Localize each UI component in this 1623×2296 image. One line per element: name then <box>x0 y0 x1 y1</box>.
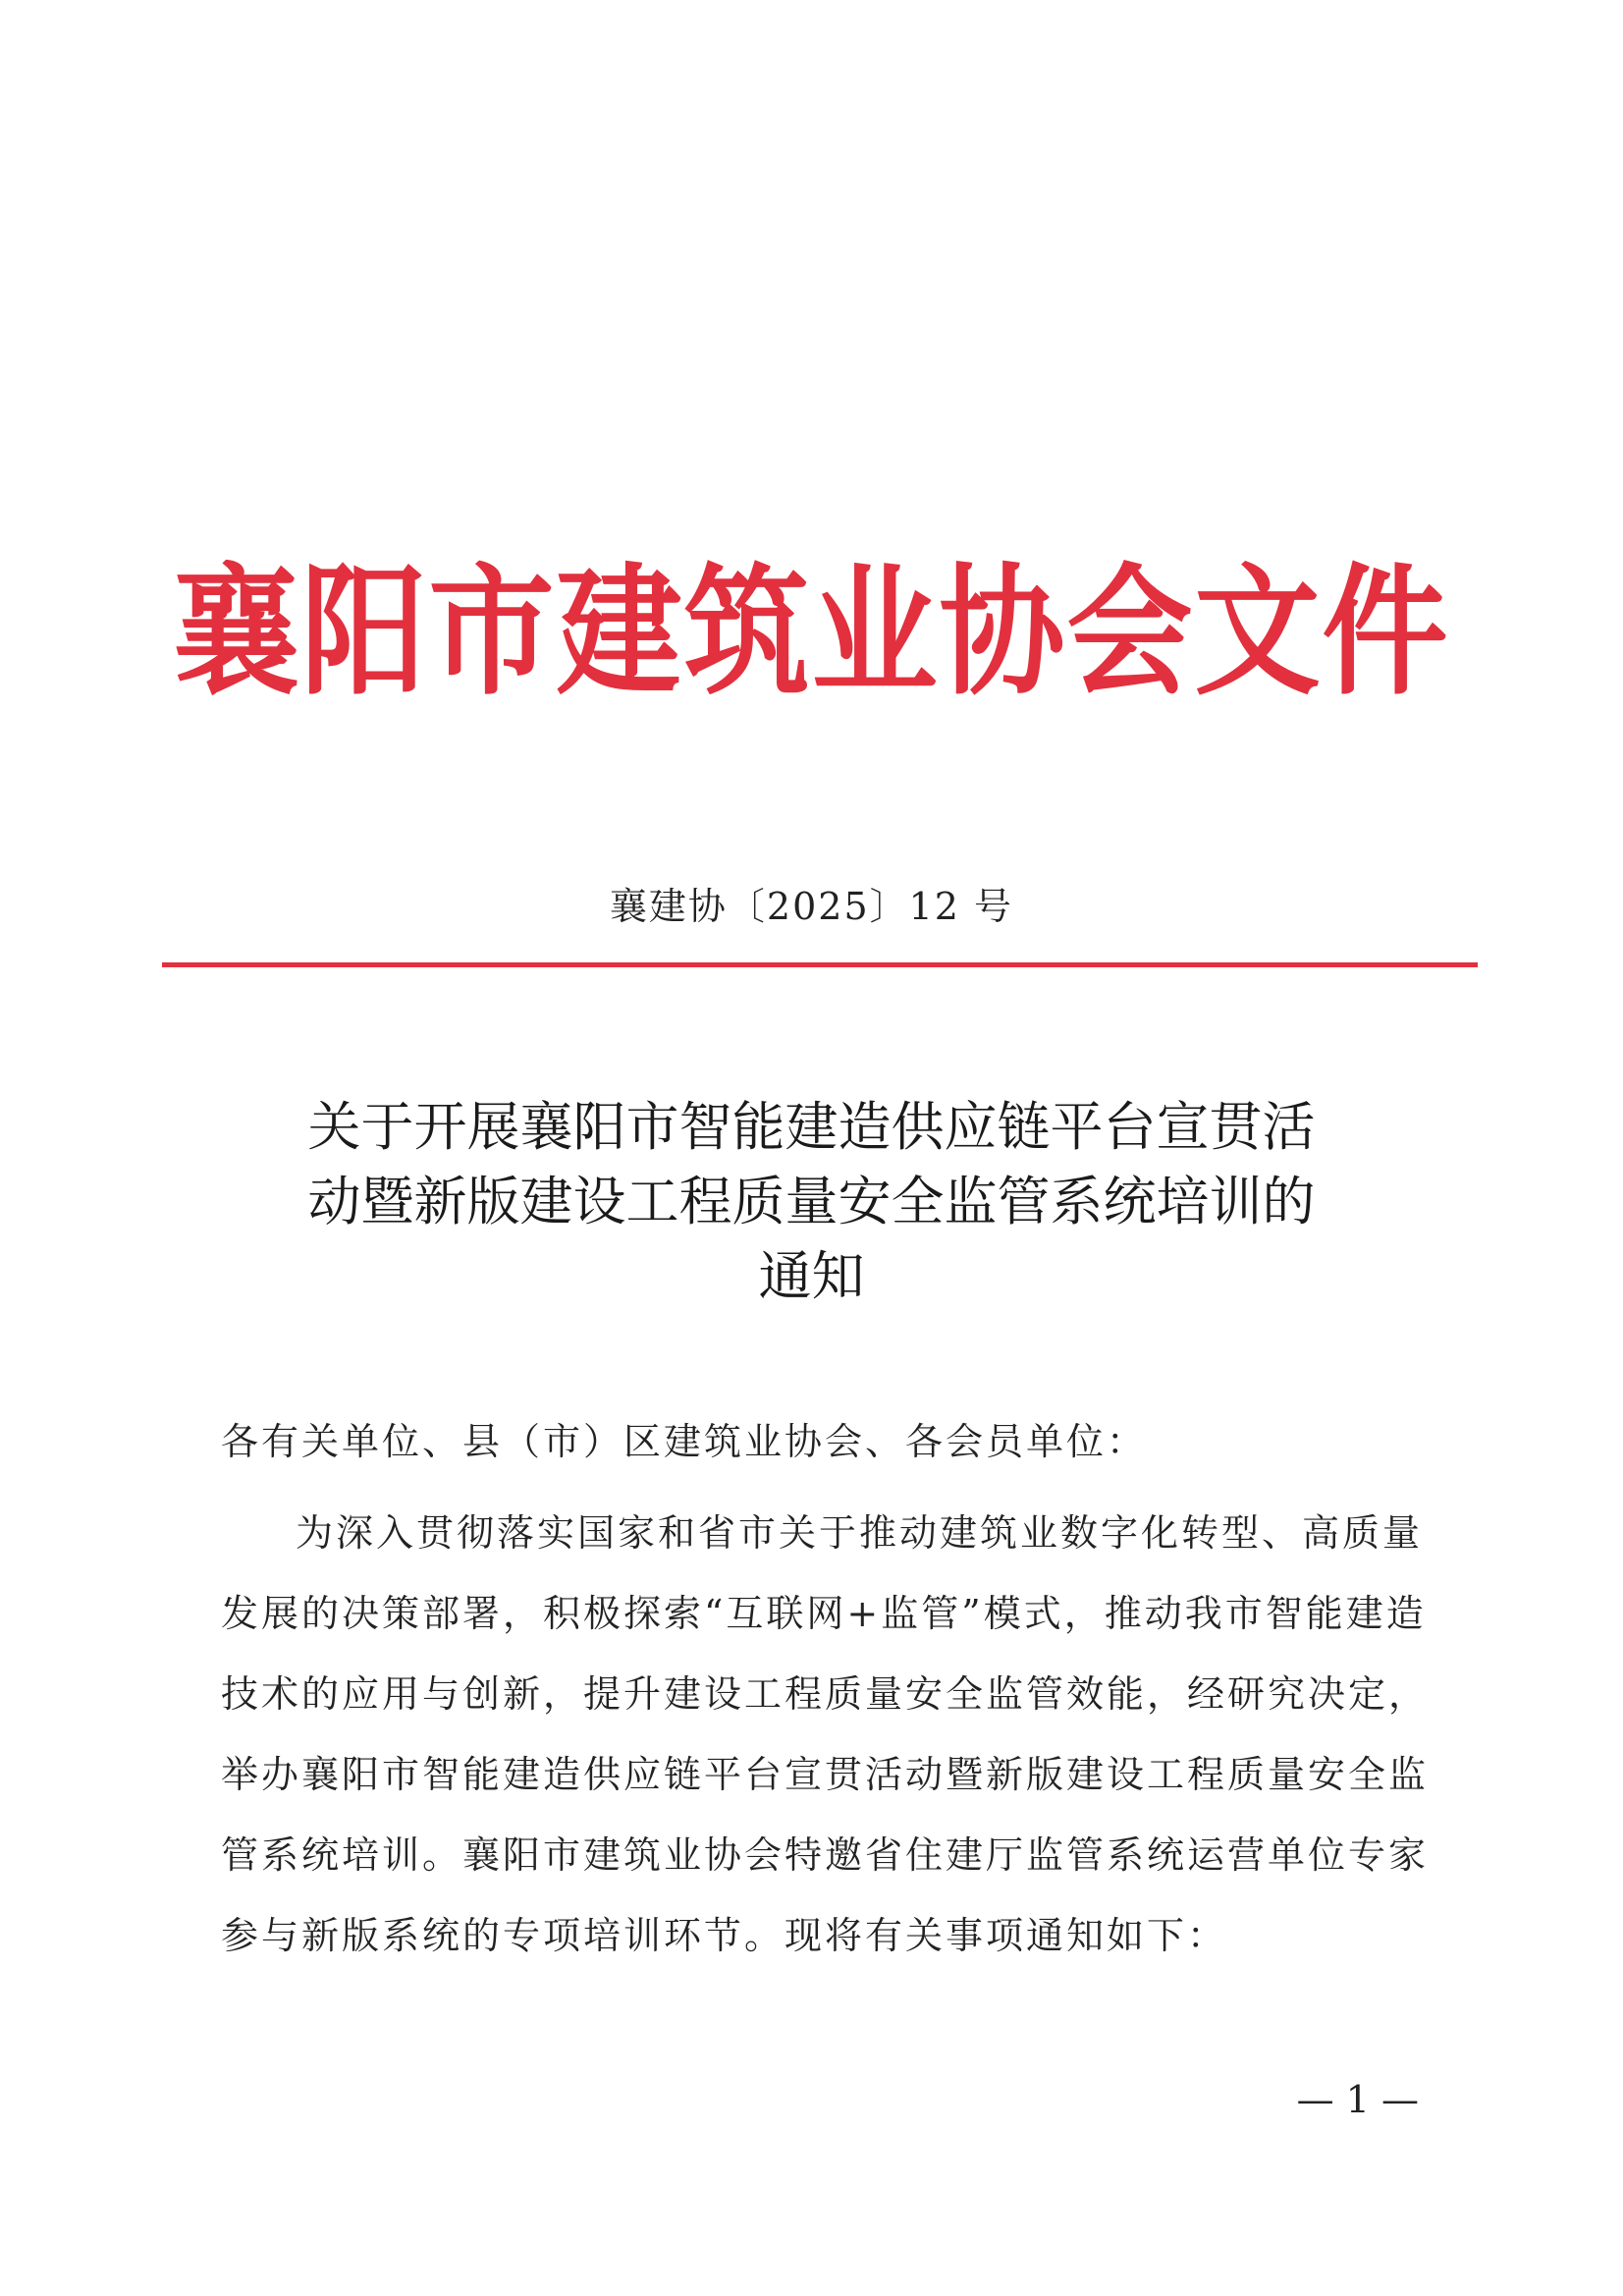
notice-title <box>196 1090 1427 1314</box>
title-line-2: 动暨新版建设工程质量安全监管系统培训的 <box>307 1171 1316 1232</box>
masthead-title: 襄阳市建筑业协会文件 <box>173 550 1450 715</box>
salutation: 各有关单位、县（市）区建筑业协会、各会员单位： <box>221 1420 1148 1463</box>
body-text <box>221 1493 1429 1976</box>
red-divider-line <box>162 962 1478 967</box>
title-line-3: 通知 <box>758 1245 865 1307</box>
body-paragraph: 为深入贯彻落实国家和省市关于推动建筑业数字化转型、高质量发展的决策部署，积极探索“互联网+监管”模式，推动我市智能建造技术的应用与创新，提升建设工程质量安全监管效能，经研究决定，举办襄阳市智能建造供应链平台宣贯活动暨新版建设工程质量安全监管系统培训。襄阳市建筑业协会特邀省住建厅监管系统运营单位专家参与新版系统的专项培训环节。现将有关事项通知如下： <box>221 1511 1430 1957</box>
title-line-1: 关于开展襄阳市智能建造供应链平台宣贯活 <box>307 1096 1316 1158</box>
document-number: 襄建协〔2025〕12 号 <box>609 885 1014 928</box>
page-number: — 1 — <box>1296 2078 1419 2121</box>
